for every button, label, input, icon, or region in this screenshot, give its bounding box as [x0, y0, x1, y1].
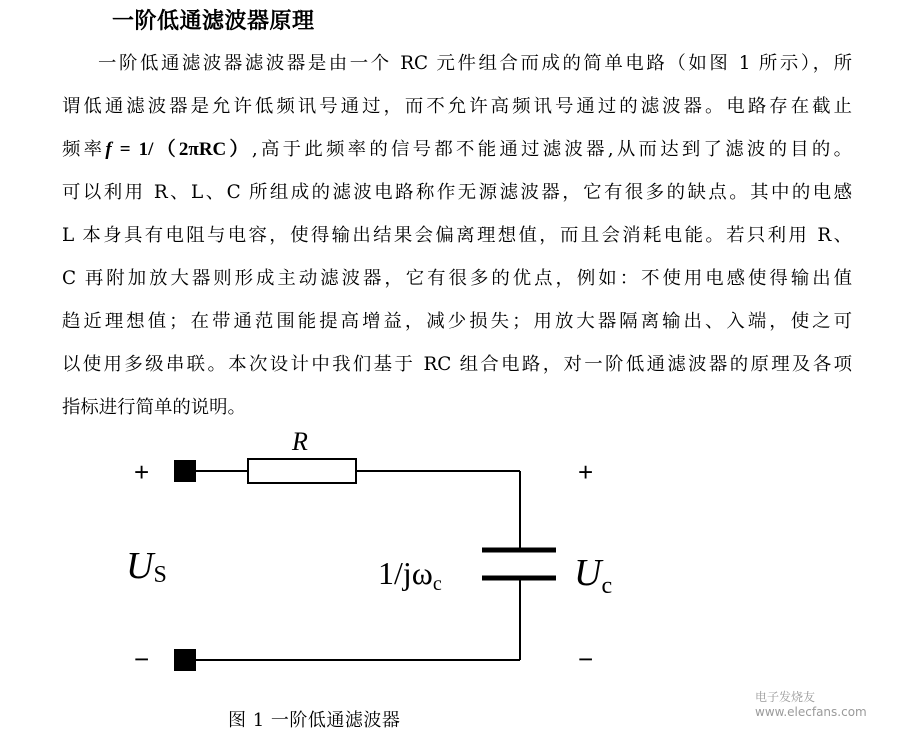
paragraph-line: C 再附加放大器则形成主动滤波器，它有很多的优点，例如：不使用电感使得输出值 [62, 268, 852, 289]
impedance-expression: 1/jω [378, 555, 433, 591]
cutoff-formula [105, 139, 251, 160]
paragraph-line: 指标进行简单的说明。 [62, 397, 246, 418]
paragraph-line: 可以利用 R、L、C 所组成的滤波电路称作无源滤波器，它有很多的缺点。其中的电感 [62, 182, 852, 203]
body-paragraph [62, 42, 852, 429]
output-voltage-label [574, 552, 612, 599]
output-voltage-symbol: U [574, 552, 602, 594]
paragraph-line: 以使用多级串联。本次设计中我们基于 RC 组合电路，对一阶低通滤波器的原理及各项 [62, 354, 852, 375]
input-terminal-top [174, 460, 196, 482]
input-voltage-symbol: U [126, 545, 154, 587]
impedance-subscript: c [432, 573, 442, 595]
formula-expression: = 1/（2πRC） [111, 139, 252, 160]
resistor [248, 459, 356, 483]
paragraph-line: 谓低通滤波器是允许低频讯号通过，而不允许高频讯号通过的滤波器。电路存在截止 [62, 96, 852, 117]
paragraph-line-formula [62, 128, 852, 171]
paragraph-line: 趋近理想值；在带通范围能提高增益，减少损失；用放大器隔离输出、入端，使之可 [62, 311, 852, 332]
watermark: 电子发烧友 www.elecfans.com [755, 690, 867, 719]
rc-circuit-diagram [0, 420, 902, 690]
input-voltage-subscript: S [153, 562, 167, 588]
output-plus-sign: + [578, 457, 594, 487]
section-title: 一阶低通滤波器原理 [112, 9, 315, 34]
paragraph-text: 频率 [62, 139, 106, 160]
input-minus-sign: − [134, 644, 150, 674]
input-voltage-label [126, 545, 167, 588]
input-terminal-bottom [174, 649, 196, 671]
input-plus-sign: + [134, 457, 150, 487]
resistor-label: R [292, 427, 308, 456]
figure-caption: 图 1 一阶低通滤波器 [228, 710, 401, 731]
paragraph-text: ,高于此频率的信号都不能通过滤波器,从而达到了滤波的目的。 [251, 139, 852, 160]
paragraph-line: L 本身具有电阻与电容，使得输出结果会偏离理想值，而且会消耗电能。若只利用 R、 [62, 225, 852, 246]
paragraph-line: 一阶低通滤波器滤波器是由一个 RC 元件组合而成的简单电路（如图 1 所示），所 [98, 53, 852, 74]
output-voltage-subscript: c [601, 573, 613, 599]
capacitor-impedance-label [378, 555, 442, 595]
output-minus-sign: − [578, 644, 594, 674]
formula-symbol: f [105, 139, 112, 160]
